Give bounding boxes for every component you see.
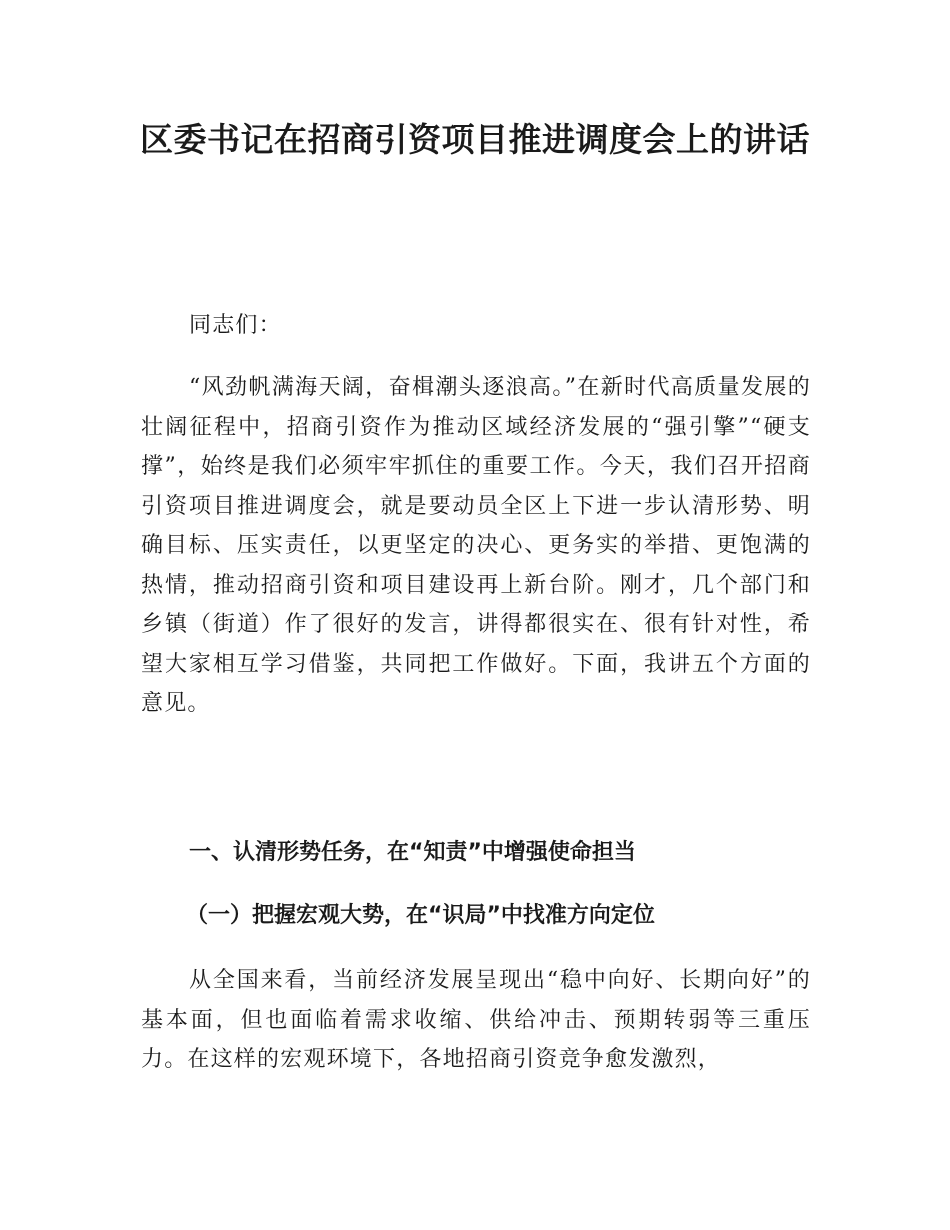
salutation: 同志们：: [189, 313, 282, 338]
subsection-heading: （一）把握宏观大势，在“识局”中找准方向定位: [186, 903, 655, 928]
section-heading: 一、认清形势任务，在“知责”中增强使命担当: [189, 840, 636, 865]
document-title: 区委书记在招商引资项目推进调度会上的讲话: [140, 120, 810, 159]
paragraph: “风劲帆满海天阔，奋楫潮头逐浪高。”在新时代高质量发展的壮阔征程中，招商引资作为推动区域经济发展的“强引擎”“硬支撑”，始终是我们必须牢牢抓住的重要工作。今天，我们召开招商引资项目推进调度会，就是要动员全区上下进一步认清形势、明确目标、压实责任，以更坚定的决心、更务实的举措、更饱满的热情，推动招商引资和项目建设再上新台阶。刚才，几个部门和乡镇（街道）作了很好的发言，讲得都很实在、很有针对性，希望大家相互学习借鉴，共同把工作做好。下面，我讲五个方面的意见。: [141, 375, 811, 716]
paragraph: 从全国来看，当前经济发展呈现出“稳中向好、长期向好”的基本面，但也面临着需求收缩、供给冲击、预期转弱等三重压力。在这样的宏观环境下，各地招商引资竞争愈发激烈，: [141, 968, 811, 1072]
